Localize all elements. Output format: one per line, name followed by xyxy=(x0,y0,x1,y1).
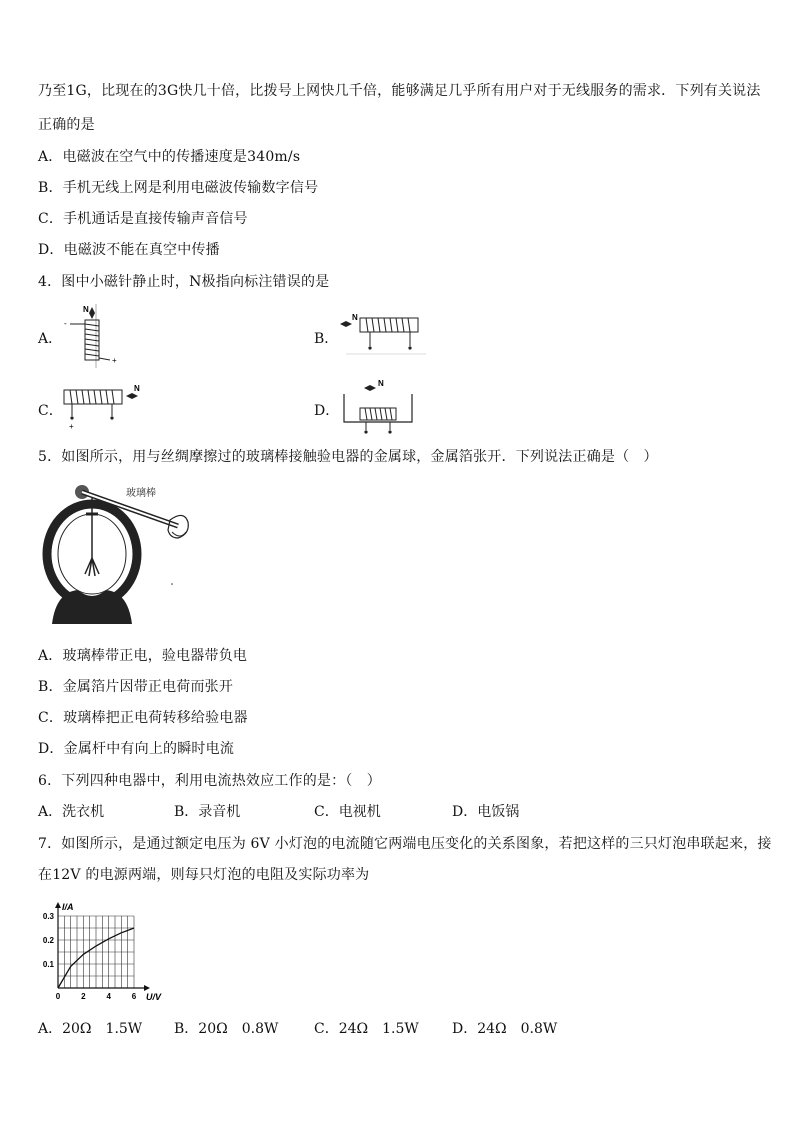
minus-terminal-a: - xyxy=(64,319,67,328)
q3-option-b: B．手机无线上网是利用电磁波传输数字信号 xyxy=(38,180,319,196)
x-tick-label: 4 xyxy=(106,992,111,1001)
q4-figure-d xyxy=(338,378,418,438)
y-tick-label: 0.2 xyxy=(42,936,54,945)
x-axis-label: U/V xyxy=(146,992,162,1002)
q5-option-c: C．玻璃棒把正电荷转移给验电器 xyxy=(38,710,248,726)
y-tick-label: 0.1 xyxy=(42,960,54,969)
q6-option-d: D．电饭锅 xyxy=(452,804,520,820)
q7-option-b: B．20Ω 0.8W xyxy=(174,1021,279,1037)
q4-label-a: A． xyxy=(38,331,63,347)
q6-option-c: C．电视机 xyxy=(314,804,381,820)
q3-stem-line1: 乃至1G，比现在的3G快几十倍，比拨号上网快几千倍，能够满足几乎所有用户对于无线服务的需求．下列有关说法 xyxy=(38,83,761,99)
q3-option-a: A．电磁波在空气中的传播速度是340m/s xyxy=(38,149,301,165)
y-tick-label: 0.3 xyxy=(42,912,54,921)
q4-figure-b xyxy=(336,310,428,360)
glass-rod-label: 玻璃棒 xyxy=(126,488,156,499)
q4-figure-a xyxy=(58,302,128,370)
q5-option-a: A．玻璃棒带正电，验电器带负电 xyxy=(38,648,248,664)
q7-option-a: A．20Ω 1.5W xyxy=(38,1021,143,1037)
q5-electroscope-figure xyxy=(38,474,198,630)
q6-stem: 6．下列四种电器中，利用电流热效应工作的是：（ ） xyxy=(38,773,381,789)
q7-option-d: D．24Ω 0.8W xyxy=(452,1021,558,1037)
q7-option-c: C．24Ω 1.5W xyxy=(314,1021,419,1037)
needle-n-label-d: N xyxy=(378,379,384,388)
x-tick-label: 0 xyxy=(55,992,61,1001)
q7-stem-line1: 7．如图所示，是通过额定电压为 6V 小灯泡的电流随它两端电压变化的关系图象，若把这样的三只灯泡串联起来，接 xyxy=(38,836,772,852)
q3-option-d: D．电磁波不能在真空中传播 xyxy=(38,242,220,258)
plus-terminal-c: + xyxy=(69,422,74,431)
q6-option-a: A．洗衣机 xyxy=(38,804,105,820)
q3-stem-line2: 正确的是 xyxy=(38,117,95,133)
x-axis-arrow xyxy=(144,985,150,991)
y-axis-label: I/A xyxy=(62,902,74,912)
needle-n-label-a: N xyxy=(83,305,89,314)
iv-chart xyxy=(34,896,174,1004)
q3-option-c: C．手机通话是直接传输声音信号 xyxy=(38,211,248,227)
q4-label-d: D． xyxy=(314,403,340,419)
needle-n-label-b: N xyxy=(352,313,358,322)
q4-label-b: B． xyxy=(314,331,339,347)
q5-option-d: D．金属杆中有向上的瞬时电流 xyxy=(38,741,235,757)
q6-option-b: B．录音机 xyxy=(174,804,241,820)
x-tick-label: 2 xyxy=(81,992,86,1001)
q4-stem: 4．图中小磁针静止时，N极指向标注错误的是 xyxy=(38,274,330,290)
needle-n-label-c: N xyxy=(134,384,140,393)
q5-option-b: B．金属箔片因带正电荷而张开 xyxy=(38,679,234,695)
q4-label-c: C． xyxy=(38,403,63,419)
x-tick-label: 6 xyxy=(131,992,137,1001)
y-axis-arrow xyxy=(55,902,61,908)
q4-figure-c xyxy=(58,382,150,432)
q5-stem: 5．如图所示，用与丝绸摩擦过的玻璃棒接触验电器的金属球，金属箔张开．下列说法正确是（ ） xyxy=(38,449,658,465)
plus-terminal-a: + xyxy=(112,356,117,365)
q7-stem-line2: 在12V 的电源两端，则每只灯泡的电阻及实际功率为 xyxy=(38,867,370,883)
